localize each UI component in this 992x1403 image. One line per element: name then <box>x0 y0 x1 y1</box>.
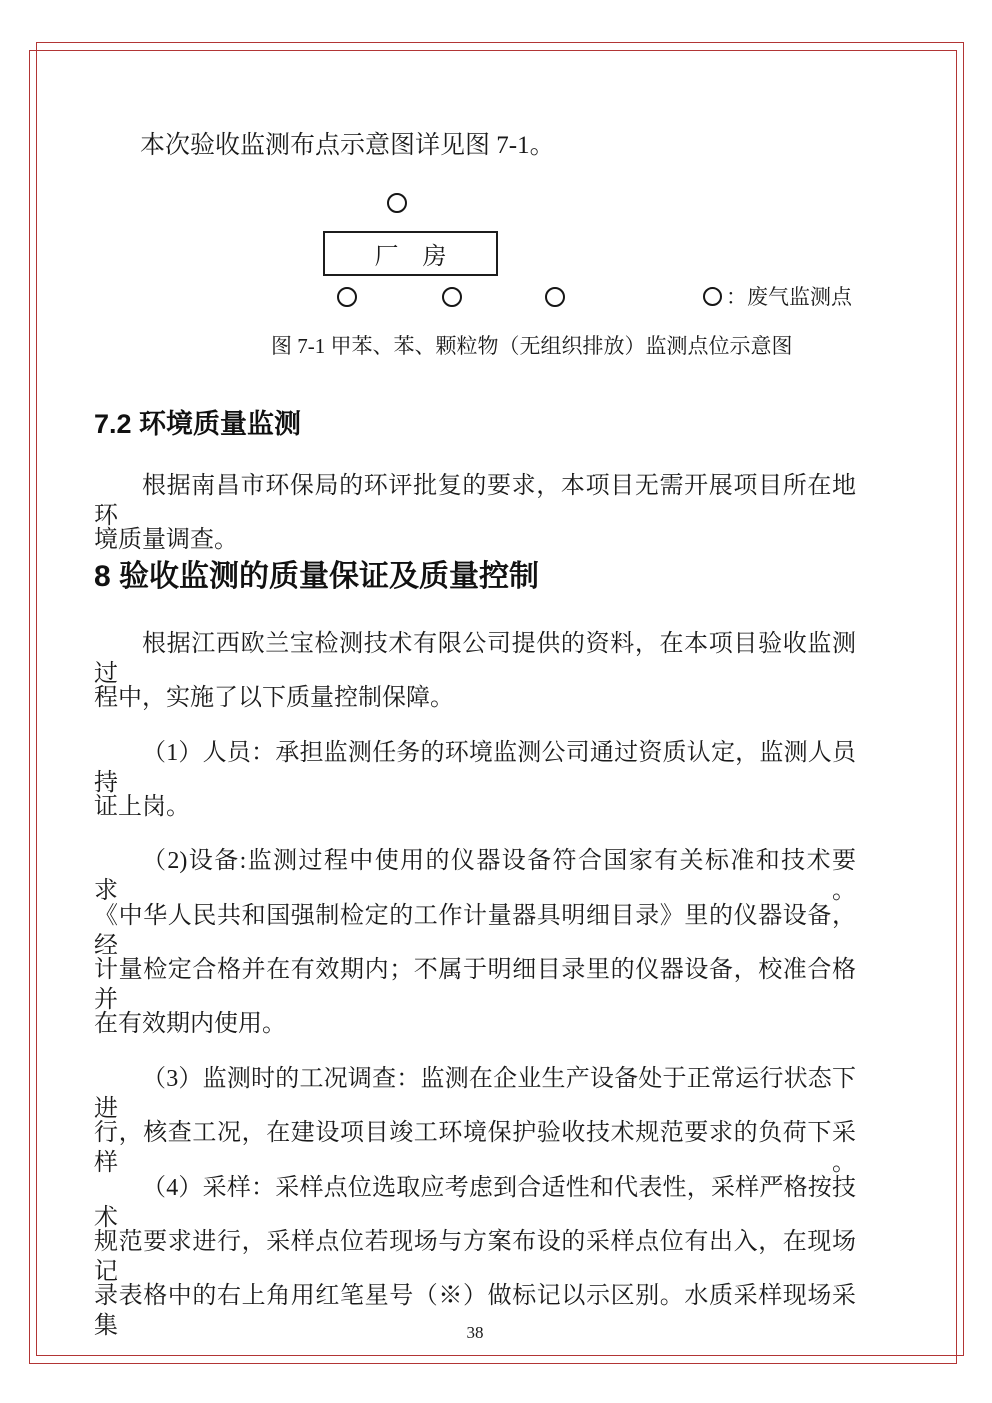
body-line: 根据南昌市环保局的环评批复的要求，本项目无需开展项目所在地环 <box>94 473 856 529</box>
intro-paragraph: 本次验收监测布点示意图详见图 7-1。 <box>140 132 555 159</box>
legend-circle-icon <box>703 287 722 306</box>
body-line: 境质量调查。 <box>94 527 238 553</box>
factory-building-label: 厂 房 <box>374 244 447 270</box>
body-line: 计量检定合格并在有效期内；不属于明细目录里的仪器设备，校准合格并 <box>94 957 856 1013</box>
body-line: 程中，实施了以下质量控制保障。 <box>94 685 454 711</box>
body-line: 《中华人民共和国强制检定的工作计量器具明细目录》里的仪器设备，经 <box>94 903 856 959</box>
body-line: 证上岗。 <box>94 794 190 820</box>
monitoring-point-icon <box>337 287 357 307</box>
monitoring-point-icon <box>387 193 407 213</box>
factory-building-box <box>323 231 498 276</box>
heading-8: 8 验收监测的质量保证及质量控制 <box>94 560 540 593</box>
page-number: 38 <box>466 1323 484 1342</box>
body-line: 根据江西欧兰宝检测技术有限公司提供的资料，在本项目验收监测过 <box>94 631 856 687</box>
body-line: （2)设备:监测过程中使用的仪器设备符合国家有关标准和技术要求。 <box>94 848 856 904</box>
legend-label: ：废气监测点 <box>726 285 852 309</box>
body-line: （4）采样：采样点位选取应考虑到合适性和代表性，采样严格按技术 <box>94 1175 856 1231</box>
body-line: 行，核查工况，在建设项目竣工环境保护验收技术规范要求的负荷下采样。 <box>94 1120 856 1176</box>
monitoring-point-icon <box>442 287 462 307</box>
body-line: （3）监测时的工况调查：监测在企业生产设备处于正常运行状态下进 <box>94 1066 856 1122</box>
monitoring-point-icon <box>545 287 565 307</box>
heading-7-2: 7.2 环境质量监测 <box>94 409 302 439</box>
body-line: 规范要求进行，采样点位若现场与方案布设的采样点位有出入，在现场记 <box>94 1229 856 1285</box>
body-line: （1）人员：承担监测任务的环境监测公司通过资质认定，监测人员持 <box>94 740 856 796</box>
figure-caption: 图 7-1 甲苯、苯、颗粒物（无组织排放）监测点位示意图 <box>271 334 793 358</box>
body-line: 录表格中的右上角用红笔星号（※）做标记以示区别。水质采样现场采集 <box>94 1283 856 1339</box>
body-line: 在有效期内使用。 <box>94 1011 286 1037</box>
